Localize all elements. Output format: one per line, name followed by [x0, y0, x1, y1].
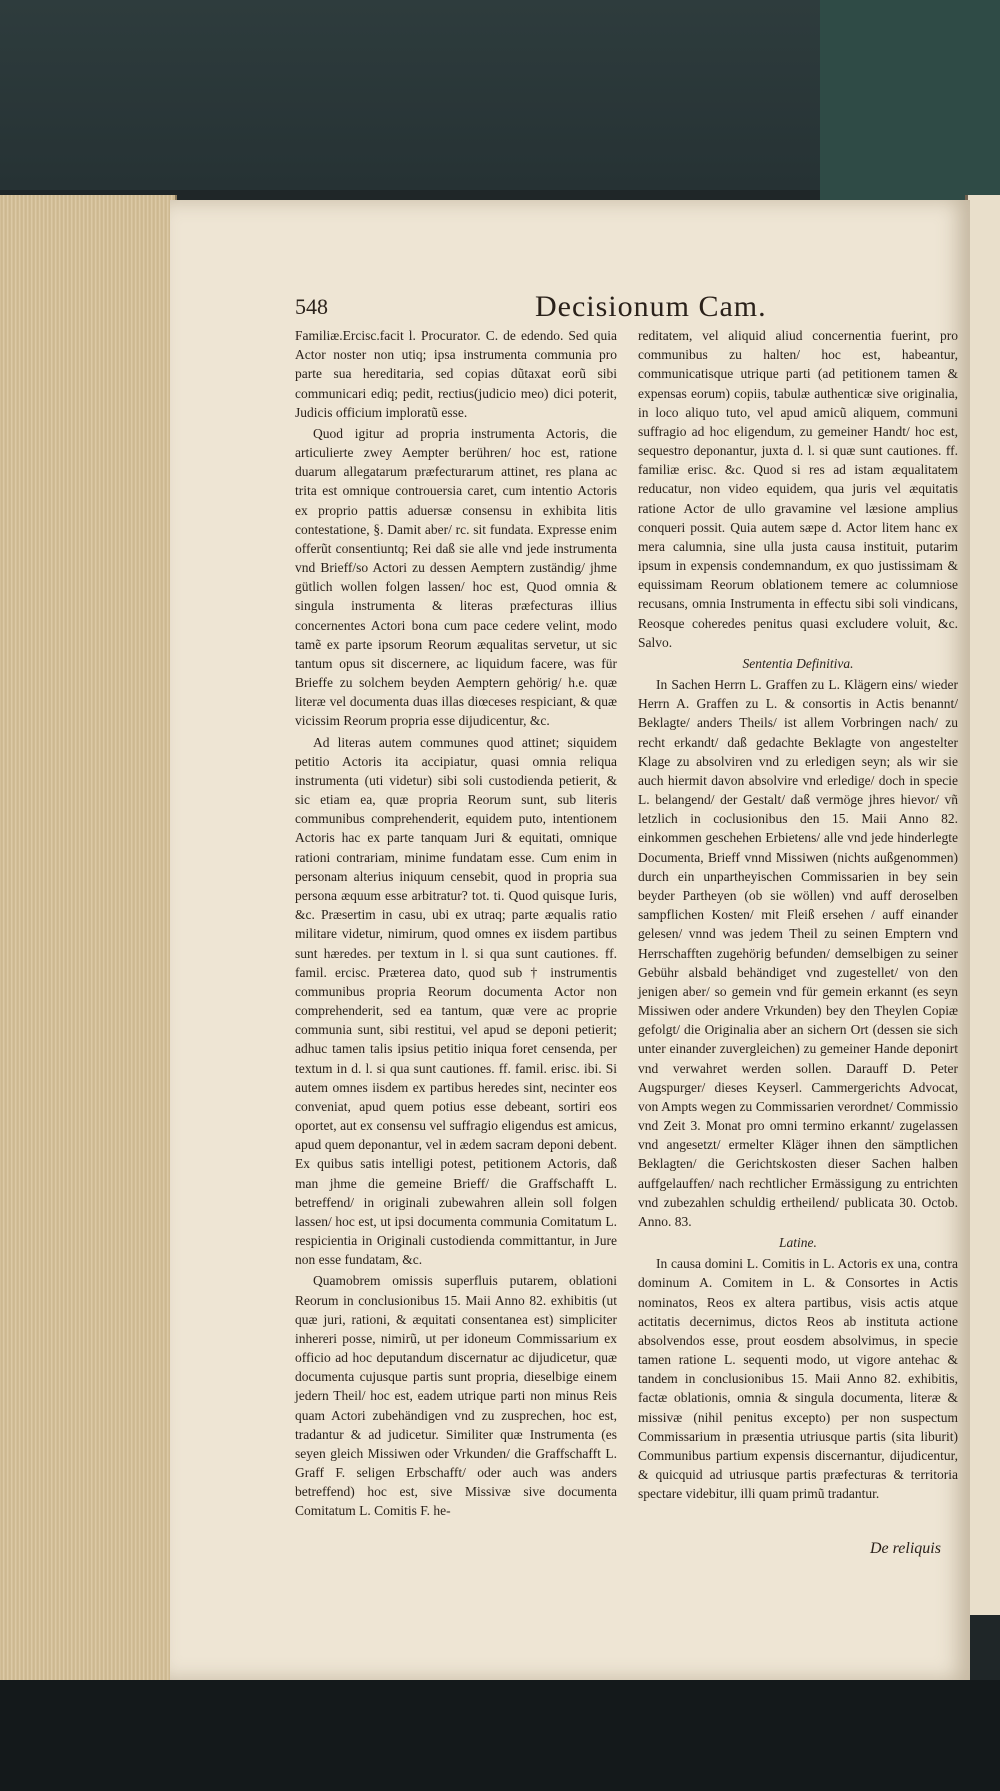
- page-number: 548: [295, 294, 328, 319]
- book-cover: [820, 0, 1000, 200]
- right-column: [638, 326, 958, 1503]
- page-edges: [0, 195, 177, 1680]
- sentence-heading: Sententia Definitiva.: [742, 655, 854, 671]
- facing-page-edge: [965, 195, 1000, 1615]
- right-paragraph-intro: reditatem, vel aliquid aliud concernentia fuerint, pro communibus zu halten/ hoc est, habeantur, communicatisque utrique parti (ad petitionem tamen & expensas eorum) copiis, tabulæ authenticæ sive originalia, in loco aliquo tuto, vel apud amicũ aliquem, communi suffragio ad hoc eligendum, zu gemeiner Handt/ hoc est, sequestro deponantur, juxta d. l. si quæ sunt cautiones. ff. familiæ erisc. &c. Quod si res ad istam æqualitatem reducatur, non video equidem, qua juris vel æquitatis ratione Actor de ullo gravamine vel læsione amplius conqueri possit. Quia autem sæpe d. Actor litem hanc ex mera calumnia, sine ulla justa causa instituit, putarim ipsum in expensis condemnandum, ex quo justissimam & equissimam Reorum oblationem temere ac columniose recusans, omnia Instrumenta in effectu sibi soli vindicans, Reosque coheredes penitus quasi excludere voluit, &c. Salvo.: [638, 328, 958, 650]
- left-column: [295, 326, 617, 1521]
- sentence-german: In Sachen Herrn L. Graffen zu L. Klägern eins/ wieder Herrn A. Graffen zu L. & consortis in Actis benannt/ Beklagte/ anders Theils/ ist allem Vorbringen nach/ zu recht erkandt/ daß gedachte Beklagte von angestelter Klage zu absolviren vnd zu erledigen seyn; als wir sie auch hiermit davon absolvire vnd erledige/ doch in specie L. belangend/ der Gestalt/ daß vermöge jhres hievor/ vñ letzlich in coclusionibus den 15. Maii Anno 82. einkommen geschehen Erbietens/ alle vnd jede hinderlegte Documenta, Brieff vnnd Missiwen (nichts außgenommen) durch ein unpartheyischen Commissarien in bey sein beyder Partheyen (ob sie wöllen) vnd auff deroselben sampflichen Kosten/ mit Fleiß ersehen / auff einander gelesen/ vnnd was jedem Theil zu seinen Emptern vnd Herrschafften zugehörig befunden/ demselbigen zu seiner Gebühr alsbald behändiget vnd zugestellet/ von den jenigen aber/ so gemein vnd für gemein erkannt (es seyn Missiwen oder andere Vrkunden) bey den Theylen Copiæ gefolgt/ die Originalia aber an sichern Ort (dessen sie sich unter einander zuvergleichen) zu gemeiner Hande deponirt vnd verwahret werden sollen. Darauff D. Peter Augspurger/ dieses Keyserl. Cammergerichts Advocat, von Ampts wegen zu Commissarien verordnet/ Commissio vnd Zeit 3. Monat pro omni termino erkannt/ zugelassen vnd angesetzt/ ermelter Kläger ihnen den sämptlichen Beklagten/ die Gerichtskosten dieser Sachen halben auffgelauffen/ nach rechtlicher Ermässigung zu entrichten vnd zubezahlen schuldig ertheilend/ publicata 30. Octob. Anno. 83.: [638, 677, 958, 1229]
- catchword: De reliquis: [870, 1540, 941, 1557]
- left-paragraph-4: Quamobrem omissis superfluis putarem, oblationi Reorum in conclusionibus 15. Maii Anno 82. exhibitis (ut quæ juri, rationi, & æquitati consentanea est) simpliciter inhereri posse, nimirũ, ut per idoneum Commissarium ex officio ad hoc deputandum discernatur ac dijudicetur, quæ documenta cujusque partis sunt propria, dieselbige einem jedern Theil/ hoc est, eadem utrique parti non minus Reis quam Actori zubehändigen vnd zu zusprechen, hoc est, tradantur & ad judicetur. Similiter quæ Instrumenta (es seyen gleich Missiwen oder Vrkunden/ die Graffschafft L. Graff F. seligen Erbschafft/ oder auch was anders betreffend) hoc est, sive Missivæ sive documenta Comitatum L. Comitis F. he-: [295, 1273, 617, 1519]
- left-paragraph-1: Familiæ.Ercisc.facit l. Procurator. C. de edendo. Sed quia Actor noster non utiq; ipsa instrumenta communia pro parte sua hereditaria, sed copias dũtaxat eorũ sibi communicari ediq; pedit, rectius(judicio meo) dici poterit, Judicis officium imploratũ esse.: [295, 328, 617, 420]
- background-bottom: [0, 1680, 1000, 1791]
- running-head: Decisionum Cam.: [535, 290, 767, 323]
- left-paragraph-2: Quod igitur ad propria instrumenta Actoris, die articulierte zwey Aempter berühren/ hoc est, ratione duarum allegatarum præfecturarum attinet, res plana ac trita est omnique controuersia caret, cum intentio Actoris ex proprio pattis aduersæ consensu in exhibita litis contestatione, §. Damit aber/ rc. sit fundata. Expresse enim offerũt consentiuntq; Rei daß sie alle vnd jede instrumenta vnd Brieff/so Actori zu dessen Aemptern zuständig/ jhme gütlich wollen folgen lassen/ hoc est, Quod omnia & singula instrumenta & literas præfecturas illius concernentes Actori bona cum pace cedere velint, modo tamẽ ex parte ipsorum Reorum æqualitas servetur, ut sic tantum opus sit discernere, ac liquidum facere, was für Brieffe zu solchem beyden Aemptern gehörig/ h.e. quæ literæ vel documenta duas illas diœceses respiciant, & quæ vicissim Reorum propria esse dijudicentur, &c.: [295, 425, 617, 729]
- latine-heading: Latine.: [779, 1235, 817, 1251]
- sentence-latin: In causa domini L. Comitis in L. Actoris ex una, contra dominum A. Comitem in L. & Consortes in Actis nominatos, Reos ex altera partibus, visis actis atque actitatis decernimus, dictos Reos ab instituta actione absolvendos esse, prout eosdem absolvimus, in specie tamen ratione L. sequenti modo, ut vigore antehac & tandem in conclusionibus 15. Maii Anno 82. exhibitis, factæ oblationis, omnia & singula documenta, literæ & missivæ (nihil penitus excepto) per non suspectum Commissarium in præsentia utriusque partis (sita liburit) Communibus partium expensis discernantur, dijudicentur, & quicquid ad utriusque partis præfecturas & territoria spectare videbitur, illi quam primũ tradantur.: [638, 1256, 958, 1502]
- page-header: [295, 290, 985, 326]
- left-paragraph-3: Ad literas autem communes quod attinet; siquidem petitio Actoris ita accipiatur, quasi omnia reliqua instrumenta (uti videtur) sibi soli custodienda petierit, & sic etiam ea, quæ propria Reorum sunt, sub literis communibus comprehenderit, equidem puto, intentionem Actoris hac ex parte tanquam Juri & equitati, omnique rationi contrariam, minime fundatam esse. Cum enim in personam alterius iniquum censebit, quod in propria sua persona æquum esse arbitratur? tot. ti. Quod quisque Iuris, &c. Præsertim in casu, ubi ex utraq; parte æqualis ratio militare videtur, nimirum, quod omnes ex iisdem partibus sunt hæredes. per textum in l. si qua sunt cautiones. ff. famil. ercisc. Præterea dato, quod sub † instrumentis communibus propria Reorum documenta Actor non comprehenderit, sed ea tantum, quæ vere ac proprie communia sunt, sibi restitui, vel apud se deponi petierit; adhuc tamen talis ipsius petitio iniqua foret censenda, per textum in d. l. si qua sunt cautiones. ff. famil. erisc. ibi. Si autem omnes iisdem ex partibus heredes sint, necinter eos conveniat, apud quem potius esse debeant, sortiri eos oportet, aut ex consensu vel suffragio eligendus est amicus, apud quem deponantur, vel in ædem sacram deponi debent. Ex quibus satis intelligi potest, petitionem Actoris, daß man jhme die gemeine Brieff/ die Graffschafft L. betreffend/ in originali zubewahren allein soll folgen lassen/ hoc est, ut ipsi documenta communia Comitatum L. respicientia in Originali custodienda committantur, in Jure non esse fundatam, &c.: [295, 734, 617, 1268]
